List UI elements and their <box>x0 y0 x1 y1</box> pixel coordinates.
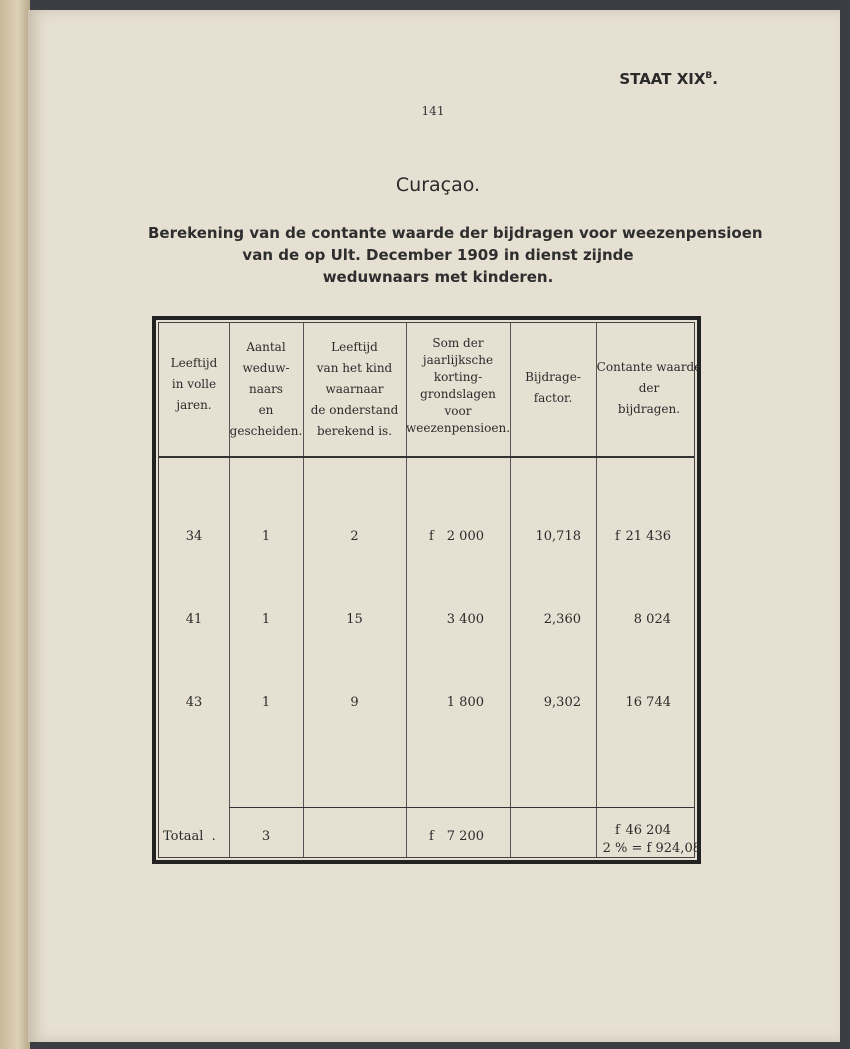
row-sum: 2 000 <box>446 529 484 544</box>
total-divider <box>229 807 694 808</box>
total-count: 3 <box>261 829 271 844</box>
total-percent: 2 % = f 924,08 <box>602 841 701 856</box>
row-sum: 3 400 <box>446 612 484 627</box>
row-count: 1 <box>261 612 271 627</box>
table-inner-frame <box>158 322 702 858</box>
row-count: 1 <box>261 529 271 544</box>
page-number: 141 <box>421 104 445 118</box>
row-value: 8 024 <box>633 612 671 627</box>
header-sum: Som der jaarlijksche korting- grondslagen voor weezenpensioen. <box>406 336 511 435</box>
header-factor: Bijdrage- factor. <box>525 370 581 405</box>
row-child-age: 9 <box>350 695 359 710</box>
row-count: 1 <box>261 695 271 710</box>
region-title: Curaçao. <box>395 174 481 196</box>
row-age: 43 <box>185 695 203 710</box>
row-age: 34 <box>185 529 203 544</box>
row-age: 41 <box>185 612 203 627</box>
contributions-table <box>152 316 701 864</box>
book-binding-edge <box>0 0 30 1049</box>
row-factor: 9,302 <box>543 695 581 710</box>
row-child-age: 15 <box>346 612 363 627</box>
document-page <box>28 10 840 1042</box>
document-heading <box>148 222 763 288</box>
row-value: 16 744 <box>625 695 671 710</box>
row-child-age: 2 <box>350 529 359 544</box>
heading-line: Berekening van de contante waarde der bijdragen voor weezenpensioen <box>148 224 763 242</box>
row-sum: 1 800 <box>446 695 484 710</box>
heading-line: van de op Ult. December 1909 in dienst zijnde <box>242 246 634 264</box>
total-value: 46 204 <box>625 823 671 838</box>
row-value-prefix: f <box>615 529 620 544</box>
total-label: Totaal . <box>163 829 216 844</box>
table-designation: STAAT $XIX^B$. <box>619 70 718 88</box>
total-sum-prefix: f <box>429 829 434 844</box>
header-child-age: Leeftijd van het kind waarnaar de onderstand berekend is. <box>310 340 399 438</box>
header-count: Aantal weduw- naars en gescheiden. <box>229 340 303 438</box>
header-value: Contante waarde der bijdragen. <box>596 360 702 416</box>
total-value-prefix: f <box>615 823 620 838</box>
row-value: 21 436 <box>625 529 671 544</box>
row-factor: 2,360 <box>543 612 581 627</box>
header-age: Leeftijd in volle jaren. <box>170 356 218 412</box>
row-factor: 10,718 <box>535 529 581 544</box>
header-divider <box>159 456 694 458</box>
row-sum-prefix: f <box>429 529 434 544</box>
total-sum: 7 200 <box>446 829 484 844</box>
heading-line: weduwnaars met kinderen. <box>322 268 554 286</box>
